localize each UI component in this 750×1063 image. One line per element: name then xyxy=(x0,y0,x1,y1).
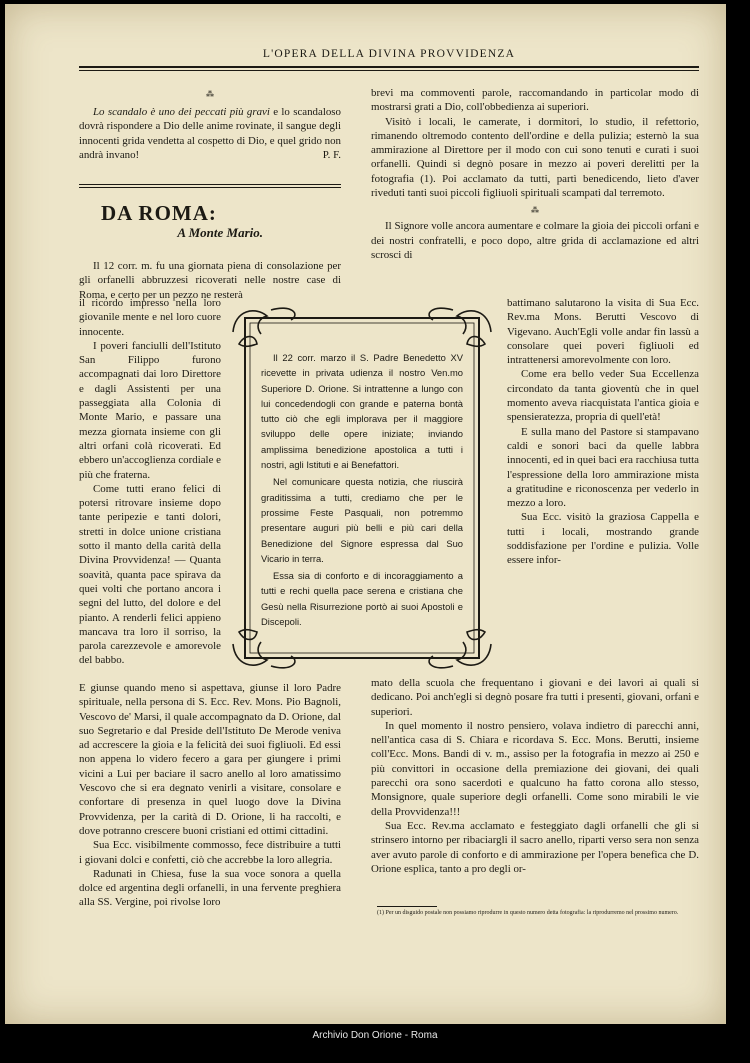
article-head xyxy=(79,201,341,241)
narrow-paragraph: il ricordo impresso nella loro giovanile mente e nel loro cuore innocente. xyxy=(79,297,221,338)
wide-paragraph: Sua Ecc. visibilmente commosso, fece distribuire a tutti i giovani dolci e confetti, ciò che accrebbe la loro allegria. xyxy=(79,839,341,866)
article-subheading: A Monte Mario. xyxy=(177,225,263,241)
right-narrow-paragraph: Sua Ecc. visitò la graziosa Cappella e tutti i locali, mostrando grande soddisfazione per l'ordine e pulizia. Volle essere infor- xyxy=(507,511,699,567)
page-header: L'OPERA DELLA DIVINA PROVVIDENZA xyxy=(262,48,516,60)
scandal-quote-italic: Lo scandalo è uno dei peccati più gravi xyxy=(93,106,270,118)
boxed-notice-text xyxy=(261,350,463,631)
wide-paragraph: Radunati in Chiesa, fuse la sua voce sonora a quella dolce ed argentina degli orfanelli, in una fervente preghiera alla SS. Vergine, poi rivolse loro xyxy=(79,867,341,909)
page-sheet xyxy=(5,4,726,1024)
article-intro-text: Il 12 corr. m. fu una giornata piena di consolazione per gli orfanelli abbruzzesi ricoverati nelle nostre case di Roma, e certo per un pezzo ne resterà xyxy=(79,260,341,301)
left-top-block xyxy=(79,90,341,162)
asterism-icon: ⁂ xyxy=(531,206,539,216)
notice-paragraph: Essa sia di conforto e di incoraggiamento a tutti e rechi quella pace serena e cristiana che Gesù nella Risurrezione portò ai suoi Apostoli e Discepoli. xyxy=(261,570,463,628)
right-narrow-paragraph: E sulla mano del Pastore si stampavano caldi e sonori baci da quelle labbra innocenti, ed in quei baci era racchiusa tutta l'espressione della loro ammirazione mista a gratitudine e riconoscenza per vederlo in mezzo a loro. xyxy=(507,425,699,510)
article-heading: DA ROMA: xyxy=(101,201,217,225)
asterism-icon: ⁂ xyxy=(206,90,214,99)
boxed-notice xyxy=(231,304,493,672)
quote-signature: P. F. xyxy=(322,148,341,161)
right-bottom-paragraph: mato della scuola che frequentano i giovani e dei lavori ai quali si dedicano. Poi anch'egli si degnò posare fra tutti i presenti, giovani, orfani e superiori. xyxy=(371,677,699,718)
right-bottom-paragraph: Sua Ecc. Rev.ma acclamato e festeggiato dagli orfanelli che gli si strinsero intorno per ribaciargli il sacro anello, riparti verso sera non senza aver avuto parole di conforto e di ammirazione per l'opera benefica che D. Orione esplica, tanto a pro degli or- xyxy=(371,819,699,875)
wide-paragraph: E giunse quando meno si aspettava, giunse il loro Padre spirituale, nella persona di S. Ecc. Rev. Mons. Pio Bagnoli, Vescovo de' Marsi, il quale accompagnato da D. Orione, dal suo Segretario e dal Preside dell'Istituto De Merode veniva ad accrescere la gioia e la felicità dei suoi figliuoli. Ed essi non appena lo videro fecero a gara per giungere i primi vicini a Lui per baciare il sacro anello al loro amatissimo Vescovo che si era degnato venirli a visitare, consolare e confortare di presenza in quel luogo dove la Divina Provvidenza, per la carità di D. Orione, li ha raccolti, e dove potranno crescere buoni cristiani ed ottimi cittadini. xyxy=(79,682,341,837)
scandal-quote xyxy=(79,105,341,162)
footnote: (1) Per un disguido postale non possiamo riprodurre in questo numero detta fotografia: la riprodurremo nel prossimo numero. xyxy=(377,910,679,916)
right-narrow-paragraph: Come era bello veder Sua Eccellenza circondato da tanta gioventù che in quel momento aveva riacquistata l'antica gioia e spensieratezza, propria di quell'età! xyxy=(507,368,699,424)
article-narrow-column xyxy=(79,296,221,668)
ornamental-divider xyxy=(79,181,341,189)
narrow-paragraph: Come tutti erano felici di potersi ritrovare insieme dopo tante peripezie e tanti dolori, stretti in dolce unione cristiana sotto il manto della carità della Divina Provvidenza! — Quanta soavità, quanta pace spirava da quei volti che portano ancora i segni del lutto, del dolore e del pianto. A renderli felici appieno mancava tra loro il sorriso, la parola carezzevole e amorevole del babbo. xyxy=(79,482,221,667)
header-rule xyxy=(79,66,699,68)
right-top-block xyxy=(371,86,699,262)
right-bottom-block xyxy=(371,676,699,876)
header-rule-thin xyxy=(79,70,699,71)
right-narrow-paragraph: battimano salutarono la visita di Sua Ecc. Rev.ma Mons. Berutti Vescovo di Vigevano. Auch'Egli volle andar fin lassù a consolare quei poveri figliuoli ed intrattenersi amorevolmente con loro. xyxy=(507,297,699,367)
narrow-paragraph: I poveri fanciulli dell'Istituto San Filippo furono accompagnati dai loro Direttore e dagli Assistenti per una passeggiata alla Colonia di Monte Mario, e passare una mezza giornata insieme con gli altri orfani colà ricoverati. Ed ebbero un'accoglienza cordiale e più che fraterna. xyxy=(79,339,221,481)
notice-paragraph: Il 22 corr. marzo il S. Padre Benedetto XV ricevette in privata udienza il nostro Ven.mo Superiore D. Orione. Si intrattenne a lungo con lui concedendogli con grande e paterna bontà tutto ciò che egli implorava per il maggiore sviluppo delle opere iniziate; inviando amplissima benedizione apostolica a tutti i nostri, agli Istituti e ai Benefattori. xyxy=(261,352,463,471)
right-second-intro: Il Signore volle ancora aumentare e colmare la gioia dei piccoli orfani e dei nostri confratelli, e poco dopo, altre grida di acclamazione ed altri scrosci di xyxy=(371,220,699,261)
right-paragraph: brevi ma commoventi parole, raccomandando in particolar modo di mostrarsi grati a Dio, coll'obbedienza ai superiori. xyxy=(371,87,699,114)
notice-paragraph: Nel comunicare questa notizia, che riuscirà graditissima a tutti, crediamo che per le prossime Feste Pasquali, non potremmo presentare auguri più belli e più cari della Benedizione del Signore espressa dal Suo Vicario in terra. xyxy=(261,476,463,564)
right-narrow-column xyxy=(507,296,699,568)
archive-caption: Archivio Don Orione - Roma xyxy=(312,1030,438,1041)
footnote-rule xyxy=(377,906,437,907)
scandal-quote-rest: e lo scandaloso dovrà rispondere a Dio delle anime rovinate, il sangue degli innocenti grida vendetta al cospetto di Dio, e quel grido non andrà invano! xyxy=(79,106,341,161)
right-paragraph: Visitò i locali, le camerate, i dormitori, lo studio, il refettorio, rimanendo oltremodo contento dell'ordine e della pulizia; esternò la sua ammirazione al Direttore per il modo con cui sono tenuti e curati i suoi orfanelli. Quindi si degnò posare in mezzo ai poveri derelitti per la fotografia (1). Poi acclamato da tutti, partì benedicendo, lieto d'aver riveduti tanti suoi piccoli figliuoli spirituali scampati dal terremoto. xyxy=(371,115,699,200)
article-wide-column xyxy=(79,681,341,910)
right-bottom-paragraph: In quel momento il nostro pensiero, volava indietro di parecchi anni, nell'antica casa di S. Chiara e ricordava S. Ecc. Mons. Berutti, insieme coll'Ecc. Mons. Bandi di v. m., assiso per la fotografia in mezzo ai 250 e più convittori in occasione della premiazione dei giovani, dei quali parecchi ora sono sacerdoti e qualcuno ha fatto corona allo stesso, Monsignore, quale superiore degli orfanelli. Come sono mirabili le vie della Provvidenza!!! xyxy=(371,719,699,818)
